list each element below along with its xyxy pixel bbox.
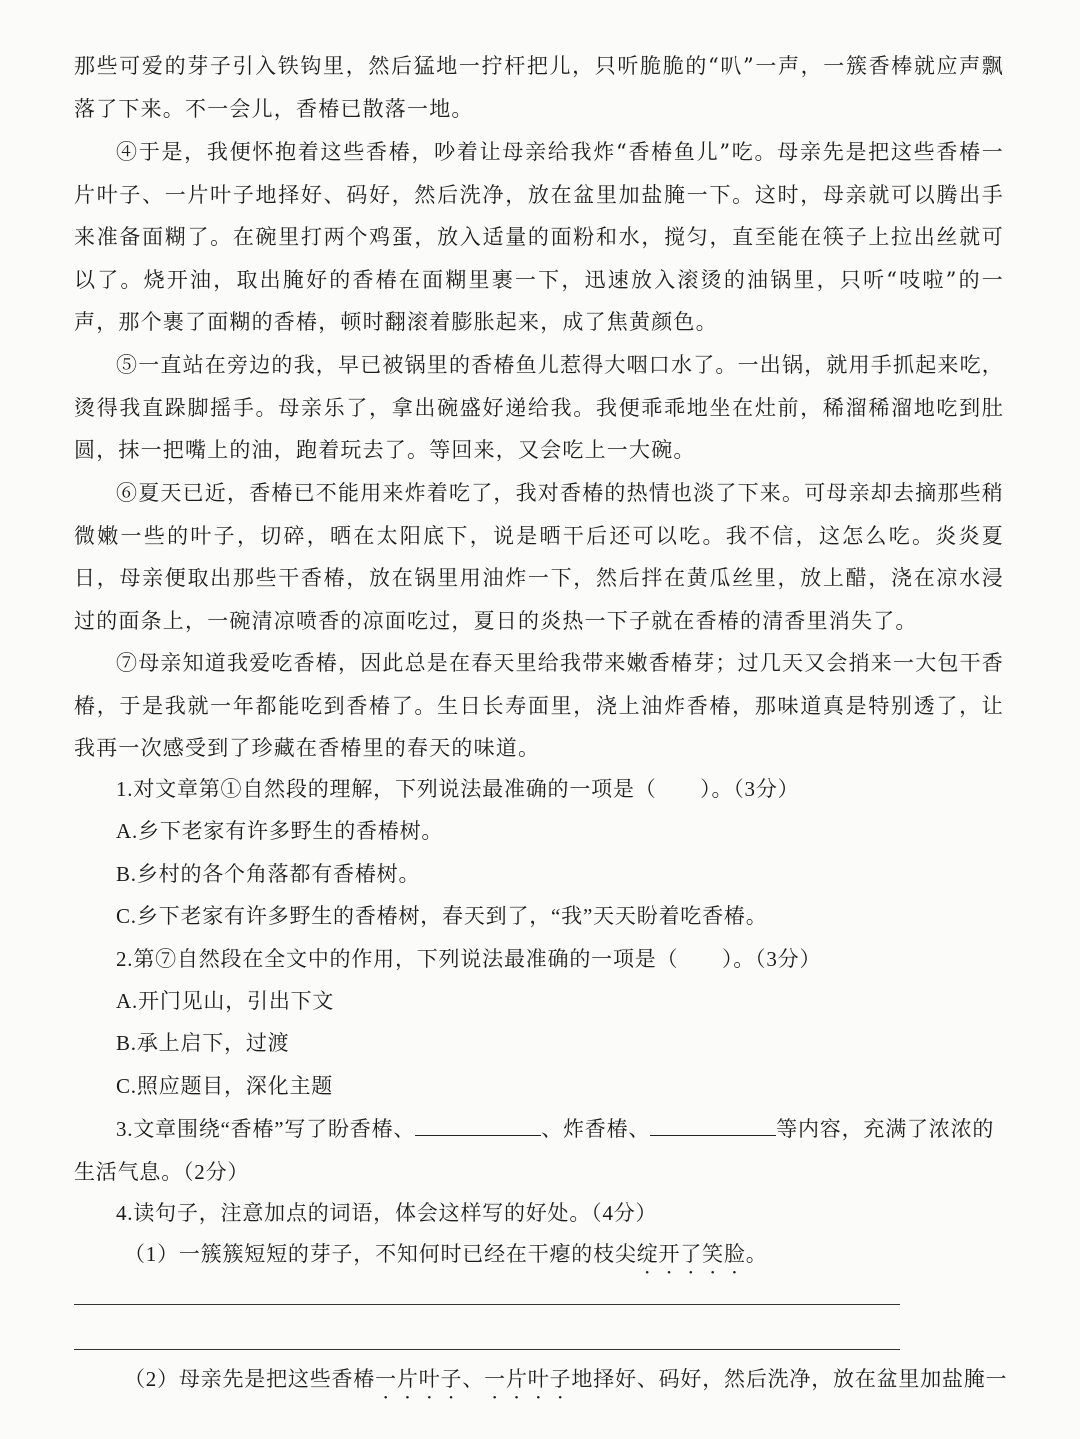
question-3 — [74, 1108, 1004, 1193]
question-1-option-a: A.乡下老家有许多野生的香椿树。 — [116, 819, 444, 843]
dotted-char: 脸 — [723, 1242, 746, 1266]
dotted-char: 子 — [549, 1367, 572, 1391]
passage-paragraph-4: ④于是，我便怀抱着这些香椿，吵着让母亲给我炸“香椿鱼儿”吃。母亲先是把这些香椿一片叶子、一片叶子地择好、码好，然后洗净，放在盆里加盐腌一下。这时，母亲就可以腾出手来准备面糊了。在碗里打两个鸡蛋，放入适量的面粉和水，搅匀，直至能在筷子上拉出丝就可以了。烧开油，取出腌好的香椿在面糊里裹一下，迅速放入滚烫的油锅里，只听“吱啦”的一声，那个裹了面糊的香椿，顿时翻滚着膨胀起来，成了焦黄颜色。 — [74, 140, 1004, 334]
question-2-option-c: C.照应题目，深化主题 — [116, 1074, 334, 1098]
answer-line-1[interactable] — [74, 1304, 900, 1305]
question-4-sentence-1 — [124, 1233, 768, 1276]
dotted-char: 一 — [375, 1367, 397, 1391]
sentence-1-text: （1）一簇簇短短的芽子，不知何时已经在干瘪的枝尖 — [124, 1242, 637, 1266]
question-3-text-3: 等内容，充满了浓浓的生活气息。（2分） — [74, 1117, 995, 1184]
question-1-option-b: B.乡村的各个角落都有香椿树。 — [116, 862, 421, 886]
question-3-blank-1[interactable] — [415, 1117, 541, 1136]
dotted-char: 了 — [680, 1242, 703, 1266]
question-3-blank-2[interactable] — [650, 1117, 776, 1136]
passage-paragraph-6: ⑥夏天已近，香椿已不能用来炸着吃了，我对香椿的热情也淡了下来。可母亲却去摘那些稍微嫩一些的叶子，切碎，晒在太阳底下，说是晒干后还可以吃。我不信，这怎么吃。炎炎夏日，母亲便取出那些干香椿，放在锅里用油炸一下，然后拌在黄瓜丝里，放上醋，浇在凉水浸过的面条上，一碗清凉喷香的凉面吃过，夏日的炎热一下子就在香椿的清香里消失了。 — [74, 481, 1004, 633]
sentence-1-end: 。 — [745, 1242, 768, 1266]
question-2-stem: 2.第⑦自然段在全文中的作用，下列说法最准确的一项是（ ）。（3分） — [116, 947, 822, 971]
question-2-option-b: B.承上启下，过渡 — [116, 1031, 290, 1055]
dotted-char: 子 — [440, 1367, 463, 1391]
dotted-char: 笑 — [702, 1242, 724, 1266]
dotted-char: 叶 — [418, 1367, 441, 1391]
dotted-char: 叶 — [527, 1367, 550, 1391]
sentence-2-rest: 地择好、码好，然后洗净，放在盆里加盐腌一 — [571, 1367, 1008, 1391]
dotted-char: 片 — [505, 1367, 528, 1391]
question-3-text-1: 3.文章围绕“香椿”写了盼香椿、 — [116, 1117, 416, 1141]
question-1-stem: 1.对文章第①自然段的理解，下列说法最准确的一项是（ ）。（3分） — [116, 777, 800, 801]
sentence-2-text: （2）母亲先是把这些香椿 — [124, 1367, 376, 1391]
question-2-option-a: A.开门见山，引出下文 — [116, 989, 335, 1013]
sentence-2-separator: 、 — [462, 1367, 485, 1391]
dotted-char: 一 — [484, 1367, 506, 1391]
question-4-sentence-2 — [124, 1358, 1007, 1401]
passage-paragraph-7: ⑦母亲知道我爱吃香椿，因此总是在春天里给我带来嫩香椿芽；过几天又会捎来一大包干香椿，于是我就一年都能吃到香椿了。生日长寿面里，浇上油炸香椿，那味道真是特别透了，让我再一次感受到了珍藏在香椿里的春天的味道。 — [74, 651, 1004, 760]
passage-paragraph-5: ⑤一直站在旁边的我，早已被锅里的香椿鱼儿惹得大咽口水了。一出锅，就用手抓起来吃，烫得我直跺脚摇手。母亲乐了，拿出碗盛好递给我。我便乖乖地坐在灶前，稀溜稀溜地吃到肚圆，抹一把嘴上的油，跑着玩去了。等回来，又会吃上一大碗。 — [74, 353, 1004, 462]
question-1-option-c: C.乡下老家有许多野生的香椿树，春天到了，“我”天天盼着吃香椿。 — [116, 904, 768, 928]
answer-line-2[interactable] — [74, 1349, 900, 1350]
dotted-char: 绽 — [636, 1242, 659, 1266]
question-4-stem: 4.读句子，注意加点的词语，体会这样写的好处。（4分） — [116, 1201, 658, 1225]
dotted-char: 片 — [396, 1367, 419, 1391]
passage-paragraph-3-continued: 那些可爱的芽子引入铁钩里，然后猛地一拧杆把儿，只听脆脆的“叭”一声，一簇香棒就应声飘落了下来。不一会儿，香椿已散落一地。 — [74, 54, 1004, 121]
dotted-char: 开 — [658, 1242, 681, 1266]
question-3-text-2: 、炸香椿、 — [541, 1117, 651, 1141]
